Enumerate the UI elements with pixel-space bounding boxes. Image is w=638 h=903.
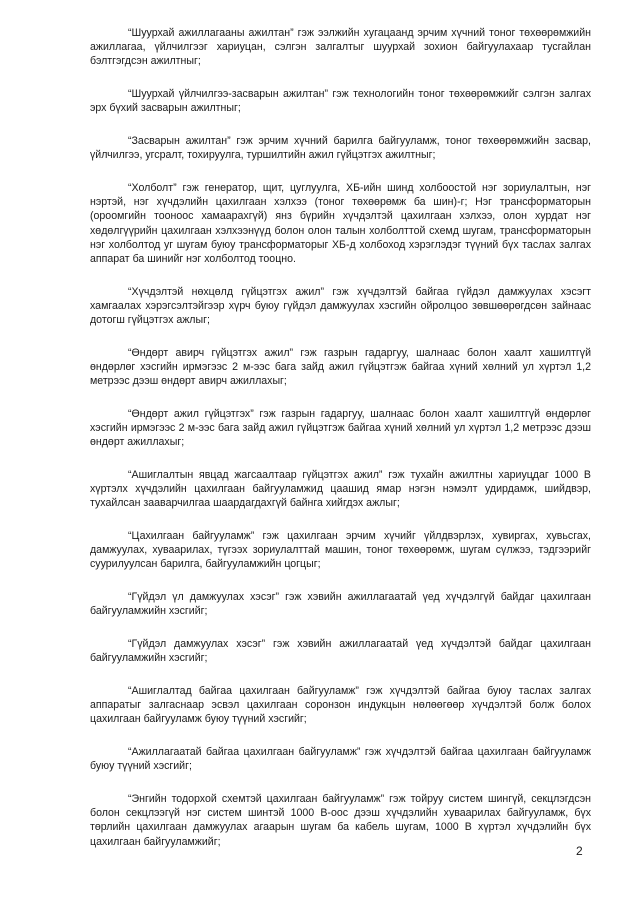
definition-paragraph: “Өндөрт ажил гүйцэтгэх” гэж газрын гадаргуу, шалнаас болон хаалт хашилтгүй өндөрлөг хэсгийн ирмэгээс 2 м-ээс бага зайд ажил гүйцэтгэж байгаа хүний хөлний ул хүртэл 1,2 метрээс дээш өндөрт ажиллахыг; — [90, 407, 591, 449]
definition-paragraph: “Энгийн тодорхой схемтэй цахилгаан байгууламж” гэж тойруу систем шингүй, секцлэгдсэн болон секцлээгүй нэг систем шинтэй 1000 В-оос дээш хүчдэлийн хуваарилах байгууламж, бүх төрлийн цахилгаан дамжуулах агаарын шугам ба кабель шугам, 1000 В хүртэл хүчдэлийн бүх цахилгаан байгууламжийг; — [90, 793, 591, 848]
definition-paragraph: “Засварын ажилтан” гэж эрчим хүчний барилга байгууламж, тоног төхөөрөмжийн засвар, үйлчилгээ, угсралт, тохируулга, туршилтийн ажил гүйцэтгэх ажилтныг; — [90, 135, 591, 162]
page-number: 2 — [576, 844, 583, 858]
definition-paragraph: “Шуурхай үйлчилгээ-засварын ажилтан” гэж технологийн тоног төхөөрөмжийг сэлгэн залгах эрх бүхий засварын ажилтныг; — [90, 88, 591, 115]
definition-paragraph: “Гүйдэл үл дамжуулах хэсэг” гэж хэвийн ажиллагаатай үед хүчдэлгүй байдаг цахилгаан байгууламжийн хэсгийг; — [90, 591, 591, 618]
definition-paragraph: “Холболт” гэж генератор, щит, цуглуулга, ХБ-ийн шинд холбоостой нэг зориулалтын, нэг нэртэй, нэг хүчдэлийн цахилгаан хэлхээ (тоног төхөөрөмж ба шин)-г; Нэг трансформаторын (ороомгийн тооноос хамаарахгүй) янз бүрийн хүчдэлтэй цахилгаан хэлхээ, олон хурдат нэг хөдөлгүүрийн цахилгаан хэлхээнүүд болон олон талын холболттой схемд шугам, трансформаторын нэг холболтод уг шугам буюу трансформаторыг ХБ-д холбоход хэрэглэдэг түүний бүх таслах залгах аппарат ба шинийг нэг холболтод тооцно. — [90, 181, 591, 265]
document-body — [90, 26, 591, 867]
definition-paragraph: “Ашиглалтын явцад жагсаалтаар гүйцэтгэх ажил” гэж тухайн ажилтны хариуцдаг 1000 В хүртэлх хүчдэлийн цахилгаан байгууламжид цаашид ямар нэгэн нэмэлт удирдамж, шийдвэр, тухайлсан зааварчилгаа шаардагдахгүй байнга хийгдэх ажлыг; — [90, 468, 591, 510]
definition-paragraph: “Цахилгаан байгууламж” гэж цахилгаан эрчим хүчийг үйлдвэрлэх, хувиргах, хувьсгах, дамжуулах, хуваарилах, түгээх зориулалттай машин, тоног төхөөрөмж, шугам сүлжээ, тэдгээрийг суурилуулсан барилга, байгууламжийн цогцыг; — [90, 530, 591, 571]
definition-paragraph: “Гүйдэл дамжуулах хэсэг” гэж хэвийн ажиллагаатай үед хүчдэлтэй байдаг цахилгаан байгууламжийн хэсгийг; — [90, 638, 591, 665]
definition-paragraph: “Өндөрт авирч гүйцэтгэх ажил” гэж газрын гадаргуу, шалнаас болон хаалт хашилтгүй өндөрлөг хэсгийн ирмэгээс 2 м-ээс бага зайд ажил гүйцэтгэж байгаа хүний хөлний ул хүртэл 1,2 метрээс дээш өндөрт авирч ажиллахыг; — [90, 346, 591, 388]
definition-paragraph: “Ажиллагаатай байгаа цахилгаан байгууламж” гэж хүчдэлтэй байгаа цахилгаан байгууламж буюу түүний хэсгийг; — [90, 746, 591, 773]
definition-paragraph: “Ашиглалтад байгаа цахилгаан байгууламж” гэж хүчдэлтэй байгаа буюу таслах залгах аппаратыг залгаснаар эсвэл цахилгаан соронзон индукцын нөлөөгөөр хүчдэлтэй болж болох цахилгаан байгууламж буюу түүний хэсгийг; — [90, 685, 591, 726]
definition-paragraph: “Шуурхай ажиллагааны ажилтан” гэж ээлжийн хугацаанд эрчим хүчний тоног төхөөрөмжийн ажиллагаа, үйлчилгээг хариуцан, сэлгэн залгалтыг шуурхай зохион байгуулахаар тусгайлан бэлтгэгдсэн ажилтныг; — [90, 27, 591, 68]
definition-paragraph: “Хүчдэлтэй нөхцөлд гүйцэтгэх ажил” гэж хүчдэлтэй байгаа гүйдэл дамжуулах хэсэгт хамгаалах хэрэгсэлтэйгээр хүрч буюу гүйдэл дамжуулах хэсгийн ойролцоо зөвшөөрөгдсөн зайнаас дотогш гүйцэтгэх ажлыг; — [90, 285, 591, 327]
